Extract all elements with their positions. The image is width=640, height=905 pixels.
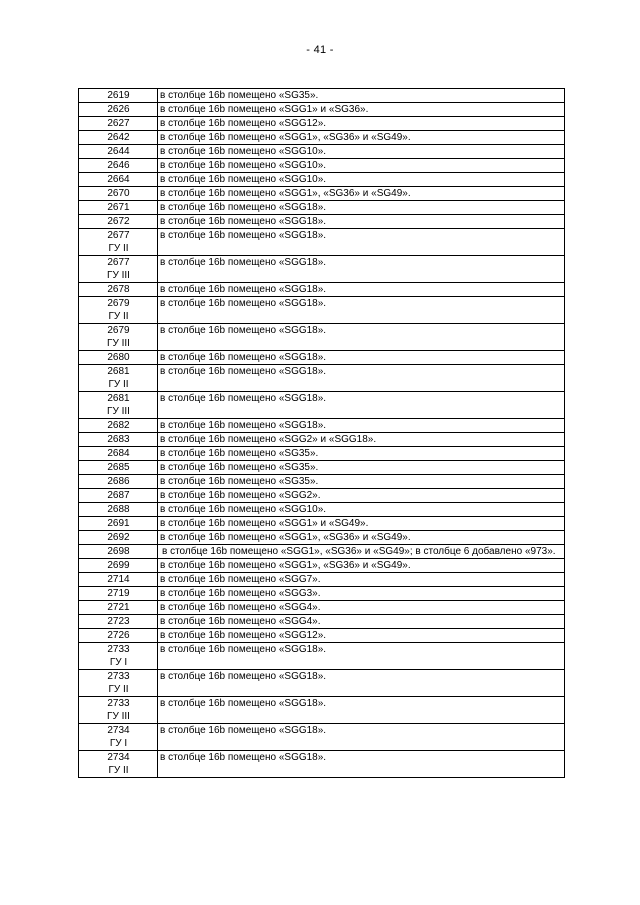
amendments-table — [78, 88, 565, 778]
entry-code: 2686 — [107, 476, 130, 487]
entry-description: в столбце 16b помещено «SGG18». — [158, 670, 565, 697]
entry-description: в столбце 16b помещено «SGG18». — [158, 643, 565, 670]
entry-code-cell — [79, 159, 158, 173]
entry-code-cell — [79, 601, 158, 615]
table-row — [79, 187, 565, 201]
entry-code-cell — [79, 351, 158, 365]
entry-code-cell — [79, 131, 158, 145]
entry-code-cell — [79, 559, 158, 573]
entry-code: 2677 — [107, 230, 130, 241]
table-row — [79, 545, 565, 559]
entry-code: 2644 — [107, 146, 130, 157]
entry-description: в столбце 16b помещено «SG35». — [158, 447, 565, 461]
entry-description: в столбце 16b помещено «SGG2». — [158, 489, 565, 503]
entry-code: 2679 — [107, 298, 130, 309]
table-row — [79, 629, 565, 643]
entry-description: в столбце 16b помещено «SGG4». — [158, 615, 565, 629]
table-row — [79, 365, 565, 392]
entry-code: 2671 — [107, 202, 130, 213]
entry-code: 2678 — [107, 284, 130, 295]
entry-code-cell — [79, 751, 158, 778]
entry-code: 2692 — [107, 532, 130, 543]
entry-code-cell — [79, 324, 158, 351]
entry-description: в столбце 16b помещено «SG35». — [158, 475, 565, 489]
table-row — [79, 201, 565, 215]
table-row — [79, 475, 565, 489]
entry-code: 2679 — [107, 325, 130, 336]
table-row — [79, 573, 565, 587]
entry-code-cell — [79, 117, 158, 131]
table-row — [79, 117, 565, 131]
entry-code: 2683 — [107, 434, 130, 445]
entry-description: в столбце 16b помещено «SG35». — [158, 89, 565, 103]
entry-code: 2684 — [107, 448, 130, 459]
table-row — [79, 215, 565, 229]
entry-group: ГУ III — [107, 711, 130, 722]
entry-code-cell — [79, 447, 158, 461]
table-row — [79, 324, 565, 351]
entry-code: 2619 — [107, 90, 130, 101]
entry-code-cell — [79, 89, 158, 103]
entry-group: ГУ II — [108, 379, 129, 390]
entry-group: ГУ II — [108, 684, 129, 695]
entry-code-cell — [79, 419, 158, 433]
table-row — [79, 751, 565, 778]
entry-code-cell — [79, 489, 158, 503]
table-row — [79, 419, 565, 433]
entry-description: в столбце 16b помещено «SGG3». — [158, 587, 565, 601]
table-row — [79, 89, 565, 103]
entry-description: в столбце 16b помещено «SGG18». — [158, 229, 565, 256]
entry-group: ГУ II — [108, 311, 129, 322]
entry-description: в столбце 16b помещено «SGG1», «SG36» и «SG49»; в столбце 6 добавлено «973». — [158, 545, 565, 559]
entry-code-cell — [79, 503, 158, 517]
entry-code: 2734 — [107, 725, 130, 736]
entry-code: 2698 — [107, 546, 130, 557]
entry-code-cell — [79, 229, 158, 256]
entry-group: ГУ III — [107, 338, 130, 349]
entry-description: в столбце 16b помещено «SGG18». — [158, 256, 565, 283]
entry-code-cell — [79, 103, 158, 117]
entry-description: в столбце 16b помещено «SGG18». — [158, 697, 565, 724]
entry-code: 2688 — [107, 504, 130, 515]
entry-code-cell — [79, 145, 158, 159]
entry-code-cell — [79, 629, 158, 643]
entry-code: 2626 — [107, 104, 130, 115]
table-row — [79, 103, 565, 117]
entry-group: ГУ II — [108, 243, 129, 254]
entry-code-cell — [79, 724, 158, 751]
entry-group: ГУ II — [108, 765, 129, 776]
entry-description: в столбце 16b помещено «SGG18». — [158, 351, 565, 365]
entry-description: в столбце 16b помещено «SGG7». — [158, 573, 565, 587]
table-row — [79, 724, 565, 751]
entry-code: 2719 — [107, 588, 130, 599]
entry-code-cell — [79, 187, 158, 201]
entry-code: 2642 — [107, 132, 130, 143]
entry-code-cell — [79, 531, 158, 545]
table-row — [79, 489, 565, 503]
entry-description: в столбце 16b помещено «SGG18». — [158, 365, 565, 392]
entry-code-cell — [79, 573, 158, 587]
entry-code-cell — [79, 392, 158, 419]
table-row — [79, 587, 565, 601]
entry-code: 2699 — [107, 560, 130, 571]
entry-code: 2733 — [107, 644, 130, 655]
table-row — [79, 559, 565, 573]
entry-code-cell — [79, 517, 158, 531]
table-row — [79, 615, 565, 629]
table-row — [79, 159, 565, 173]
table-row — [79, 461, 565, 475]
entry-code: 2721 — [107, 602, 130, 613]
table-row — [79, 173, 565, 187]
table-row — [79, 351, 565, 365]
entry-description: в столбце 16b помещено «SGG18». — [158, 324, 565, 351]
entry-code: 2681 — [107, 366, 130, 377]
entry-description: в столбце 16b помещено «SGG12». — [158, 117, 565, 131]
entry-description: в столбце 16b помещено «SGG4». — [158, 601, 565, 615]
entry-code-cell — [79, 365, 158, 392]
table-row — [79, 392, 565, 419]
entry-code-cell — [79, 615, 158, 629]
entry-description: в столбце 16b помещено «SGG10». — [158, 173, 565, 187]
entry-description: в столбце 16b помещено «SGG1» и «SG49». — [158, 517, 565, 531]
entry-description: в столбце 16b помещено «SGG18». — [158, 215, 565, 229]
entry-code: 2734 — [107, 752, 130, 763]
entry-code: 2670 — [107, 188, 130, 199]
entry-code-cell — [79, 475, 158, 489]
entry-group: ГУ III — [107, 406, 130, 417]
entry-description: в столбце 16b помещено «SGG18». — [158, 201, 565, 215]
table-row — [79, 697, 565, 724]
entry-description: в столбце 16b помещено «SGG18». — [158, 392, 565, 419]
entry-description: в столбце 16b помещено «SGG10». — [158, 503, 565, 517]
entry-description: в столбце 16b помещено «SGG10». — [158, 159, 565, 173]
table-row — [79, 447, 565, 461]
entry-description: в столбце 16b помещено «SGG18». — [158, 751, 565, 778]
table-row — [79, 297, 565, 324]
table-row — [79, 433, 565, 447]
entry-description: в столбце 16b помещено «SGG18». — [158, 283, 565, 297]
table-row — [79, 229, 565, 256]
entry-code: 2681 — [107, 393, 130, 404]
entry-description: в столбце 16b помещено «SGG1», «SG36» и «SG49». — [158, 187, 565, 201]
entry-code-cell — [79, 697, 158, 724]
entry-code: 2687 — [107, 490, 130, 501]
table-row — [79, 256, 565, 283]
entry-group: ГУ I — [109, 657, 128, 668]
entry-code-cell — [79, 643, 158, 670]
entry-code-cell — [79, 283, 158, 297]
entry-code-cell — [79, 297, 158, 324]
table-row — [79, 601, 565, 615]
entry-code-cell — [79, 201, 158, 215]
entry-description: в столбце 16b помещено «SGG1», «SG36» и «SG49». — [158, 531, 565, 545]
entry-code-cell — [79, 173, 158, 187]
entry-code: 2733 — [107, 671, 130, 682]
entry-description: в столбце 16b помещено «SGG1» и «SG36». — [158, 103, 565, 117]
table-row — [79, 283, 565, 297]
entry-code: 2680 — [107, 352, 130, 363]
table-row — [79, 503, 565, 517]
entry-code-cell — [79, 461, 158, 475]
entry-description: в столбце 16b помещено «SGG12». — [158, 629, 565, 643]
entry-description: в столбце 16b помещено «SGG18». — [158, 297, 565, 324]
table-row — [79, 131, 565, 145]
table-row — [79, 643, 565, 670]
entry-description: в столбце 16b помещено «SGG1», «SG36» и «SG49». — [158, 131, 565, 145]
entry-group: ГУ I — [109, 738, 128, 749]
entry-code: 2646 — [107, 160, 130, 171]
entry-code-cell — [79, 256, 158, 283]
table-row — [79, 670, 565, 697]
entry-code-cell — [79, 587, 158, 601]
entry-code: 2672 — [107, 216, 130, 227]
amendments-table-body — [79, 89, 565, 778]
entry-code: 2627 — [107, 118, 130, 129]
entry-description: в столбце 16b помещено «SGG18». — [158, 724, 565, 751]
entry-code: 2664 — [107, 174, 130, 185]
table-row — [79, 145, 565, 159]
entry-code: 2726 — [107, 630, 130, 641]
entry-code-cell — [79, 433, 158, 447]
table-row — [79, 517, 565, 531]
entry-code: 2691 — [107, 518, 130, 529]
entry-code: 2714 — [107, 574, 130, 585]
entry-description: в столбце 16b помещено «SGG18». — [158, 419, 565, 433]
entry-code-cell — [79, 215, 158, 229]
entry-description: в столбце 16b помещено «SGG1», «SG36» и «SG49». — [158, 559, 565, 573]
entry-code: 2682 — [107, 420, 130, 431]
entry-code-cell — [79, 545, 158, 559]
page-number: - 41 - — [306, 44, 334, 56]
entry-code-cell — [79, 670, 158, 697]
entry-code: 2733 — [107, 698, 130, 709]
entry-code: 2685 — [107, 462, 130, 473]
entry-code: 2677 — [107, 257, 130, 268]
entry-group: ГУ III — [107, 270, 130, 281]
table-row — [79, 531, 565, 545]
entry-description: в столбце 16b помещено «SGG10». — [158, 145, 565, 159]
entry-description: в столбце 16b помещено «SG35». — [158, 461, 565, 475]
entry-code: 2723 — [107, 616, 130, 627]
entry-description: в столбце 16b помещено «SGG2» и «SGG18». — [158, 433, 565, 447]
